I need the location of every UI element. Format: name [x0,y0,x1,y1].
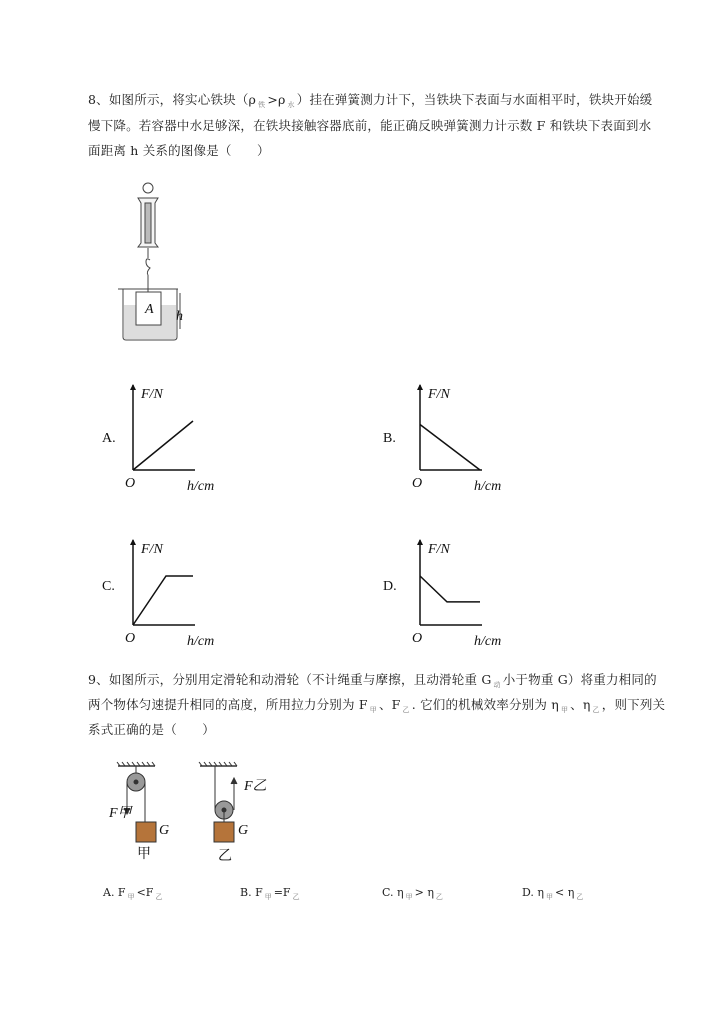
weight-block [214,822,234,842]
text-segment: 、F [378,697,401,712]
text-segment: B. F [240,886,263,899]
option-d-label[interactable]: D. [383,579,397,594]
option-a-label[interactable]: A. [102,431,116,446]
graph-line [133,576,193,625]
weight-b-label: G [238,823,249,838]
option-c[interactable] [382,886,445,902]
block-label: A [145,302,154,317]
y-axis-label: F/N [141,542,163,557]
subscript: 甲 [264,893,272,901]
text-segment: ，则下列关 [601,697,666,712]
y-axis-label: F/N [428,542,450,557]
subscript: 甲 [405,893,413,901]
subscript: 铁 [258,101,266,109]
spring-scale-icon [138,183,158,292]
subscript: 甲 [560,706,569,714]
text-segment: <F [136,886,154,899]
y-axis-arrow [130,384,136,390]
graph-line [420,576,480,602]
x-axis-label: h/cm [187,479,215,494]
option-b[interactable] [240,886,302,902]
text-segment: 两个物体匀速提升相同的高度，所用拉力分别为 F [88,697,368,712]
movable-pulley-figure [199,762,237,842]
weight-a-label: G [159,823,170,838]
text-segment: < η [555,886,575,899]
subscript: 乙 [155,893,163,901]
text-segment: 面距离 h 关系的图像是（ ） [88,143,270,158]
y-axis-arrow [417,539,423,545]
question-line [88,720,215,738]
text-segment: 慢下降。若容器中水足够深，在铁块接触容器底前，能正确反映弹簧测力计示数 F 和铁块下表面到水 [88,118,652,133]
depth-label: h [176,309,183,324]
caption-a: 甲 [137,847,151,862]
subscript: 乙 [402,706,410,714]
text-segment: 8、如图所示，将实心铁块（ρ [88,92,257,107]
text-segment: ）挂在弹簧测力计下，当铁块下表面与水面相平时，铁块开始缓 [296,92,653,107]
text-segment: 、η [570,697,591,712]
subscript: 动 [493,681,501,689]
text-segment: > η [414,886,434,899]
option-a[interactable] [103,886,164,902]
text-segment: . 它们的机械效率分别为 η [411,697,559,712]
text-segment: 小于物重 G）将重力相同的 [502,672,657,687]
option-c-label[interactable]: C. [102,579,115,594]
y-axis-arrow [130,539,136,545]
graph-line [420,425,480,471]
question-line [88,670,657,690]
origin-label: O [412,476,423,491]
origin-label: O [125,476,136,491]
question-line [88,695,665,715]
subscript: 乙 [435,893,443,901]
weight-block [136,822,156,842]
x-axis-label: h/cm [474,634,502,649]
force-b-label: F乙 [244,779,267,794]
text-segment: A. F [103,886,126,899]
text-segment: C. η [382,886,404,899]
force-a-label: F甲 [109,806,132,821]
y-axis-arrow [417,384,423,390]
subscript: 甲 [546,893,554,901]
graph-line [133,421,193,470]
origin-label: O [412,631,423,646]
origin-label: O [125,631,136,646]
option-d[interactable] [522,886,585,902]
text-segment: >ρ [267,92,286,107]
fixed-pulley-figure [117,762,156,842]
text-segment: =F [273,886,291,899]
subscript: 乙 [592,706,600,714]
x-axis-label: h/cm [474,479,502,494]
subscript: 甲 [369,706,377,714]
subscript: 乙 [576,893,584,901]
option-b-label[interactable]: B. [383,431,396,446]
subscript: 甲 [127,893,135,901]
y-axis-label: F/N [141,387,163,402]
text-segment: 9、如图所示，分别用定滑轮和动滑轮（不计绳重与摩擦，且动滑轮重 G [88,672,492,687]
subscript: 水 [287,101,295,109]
caption-b: 乙 [218,849,232,864]
text-segment: D. η [522,886,545,899]
y-axis-label: F/N [428,387,450,402]
subscript: 乙 [292,893,300,901]
text-segment: 系式正确的是（ ） [88,722,216,737]
x-axis-label: h/cm [187,634,215,649]
